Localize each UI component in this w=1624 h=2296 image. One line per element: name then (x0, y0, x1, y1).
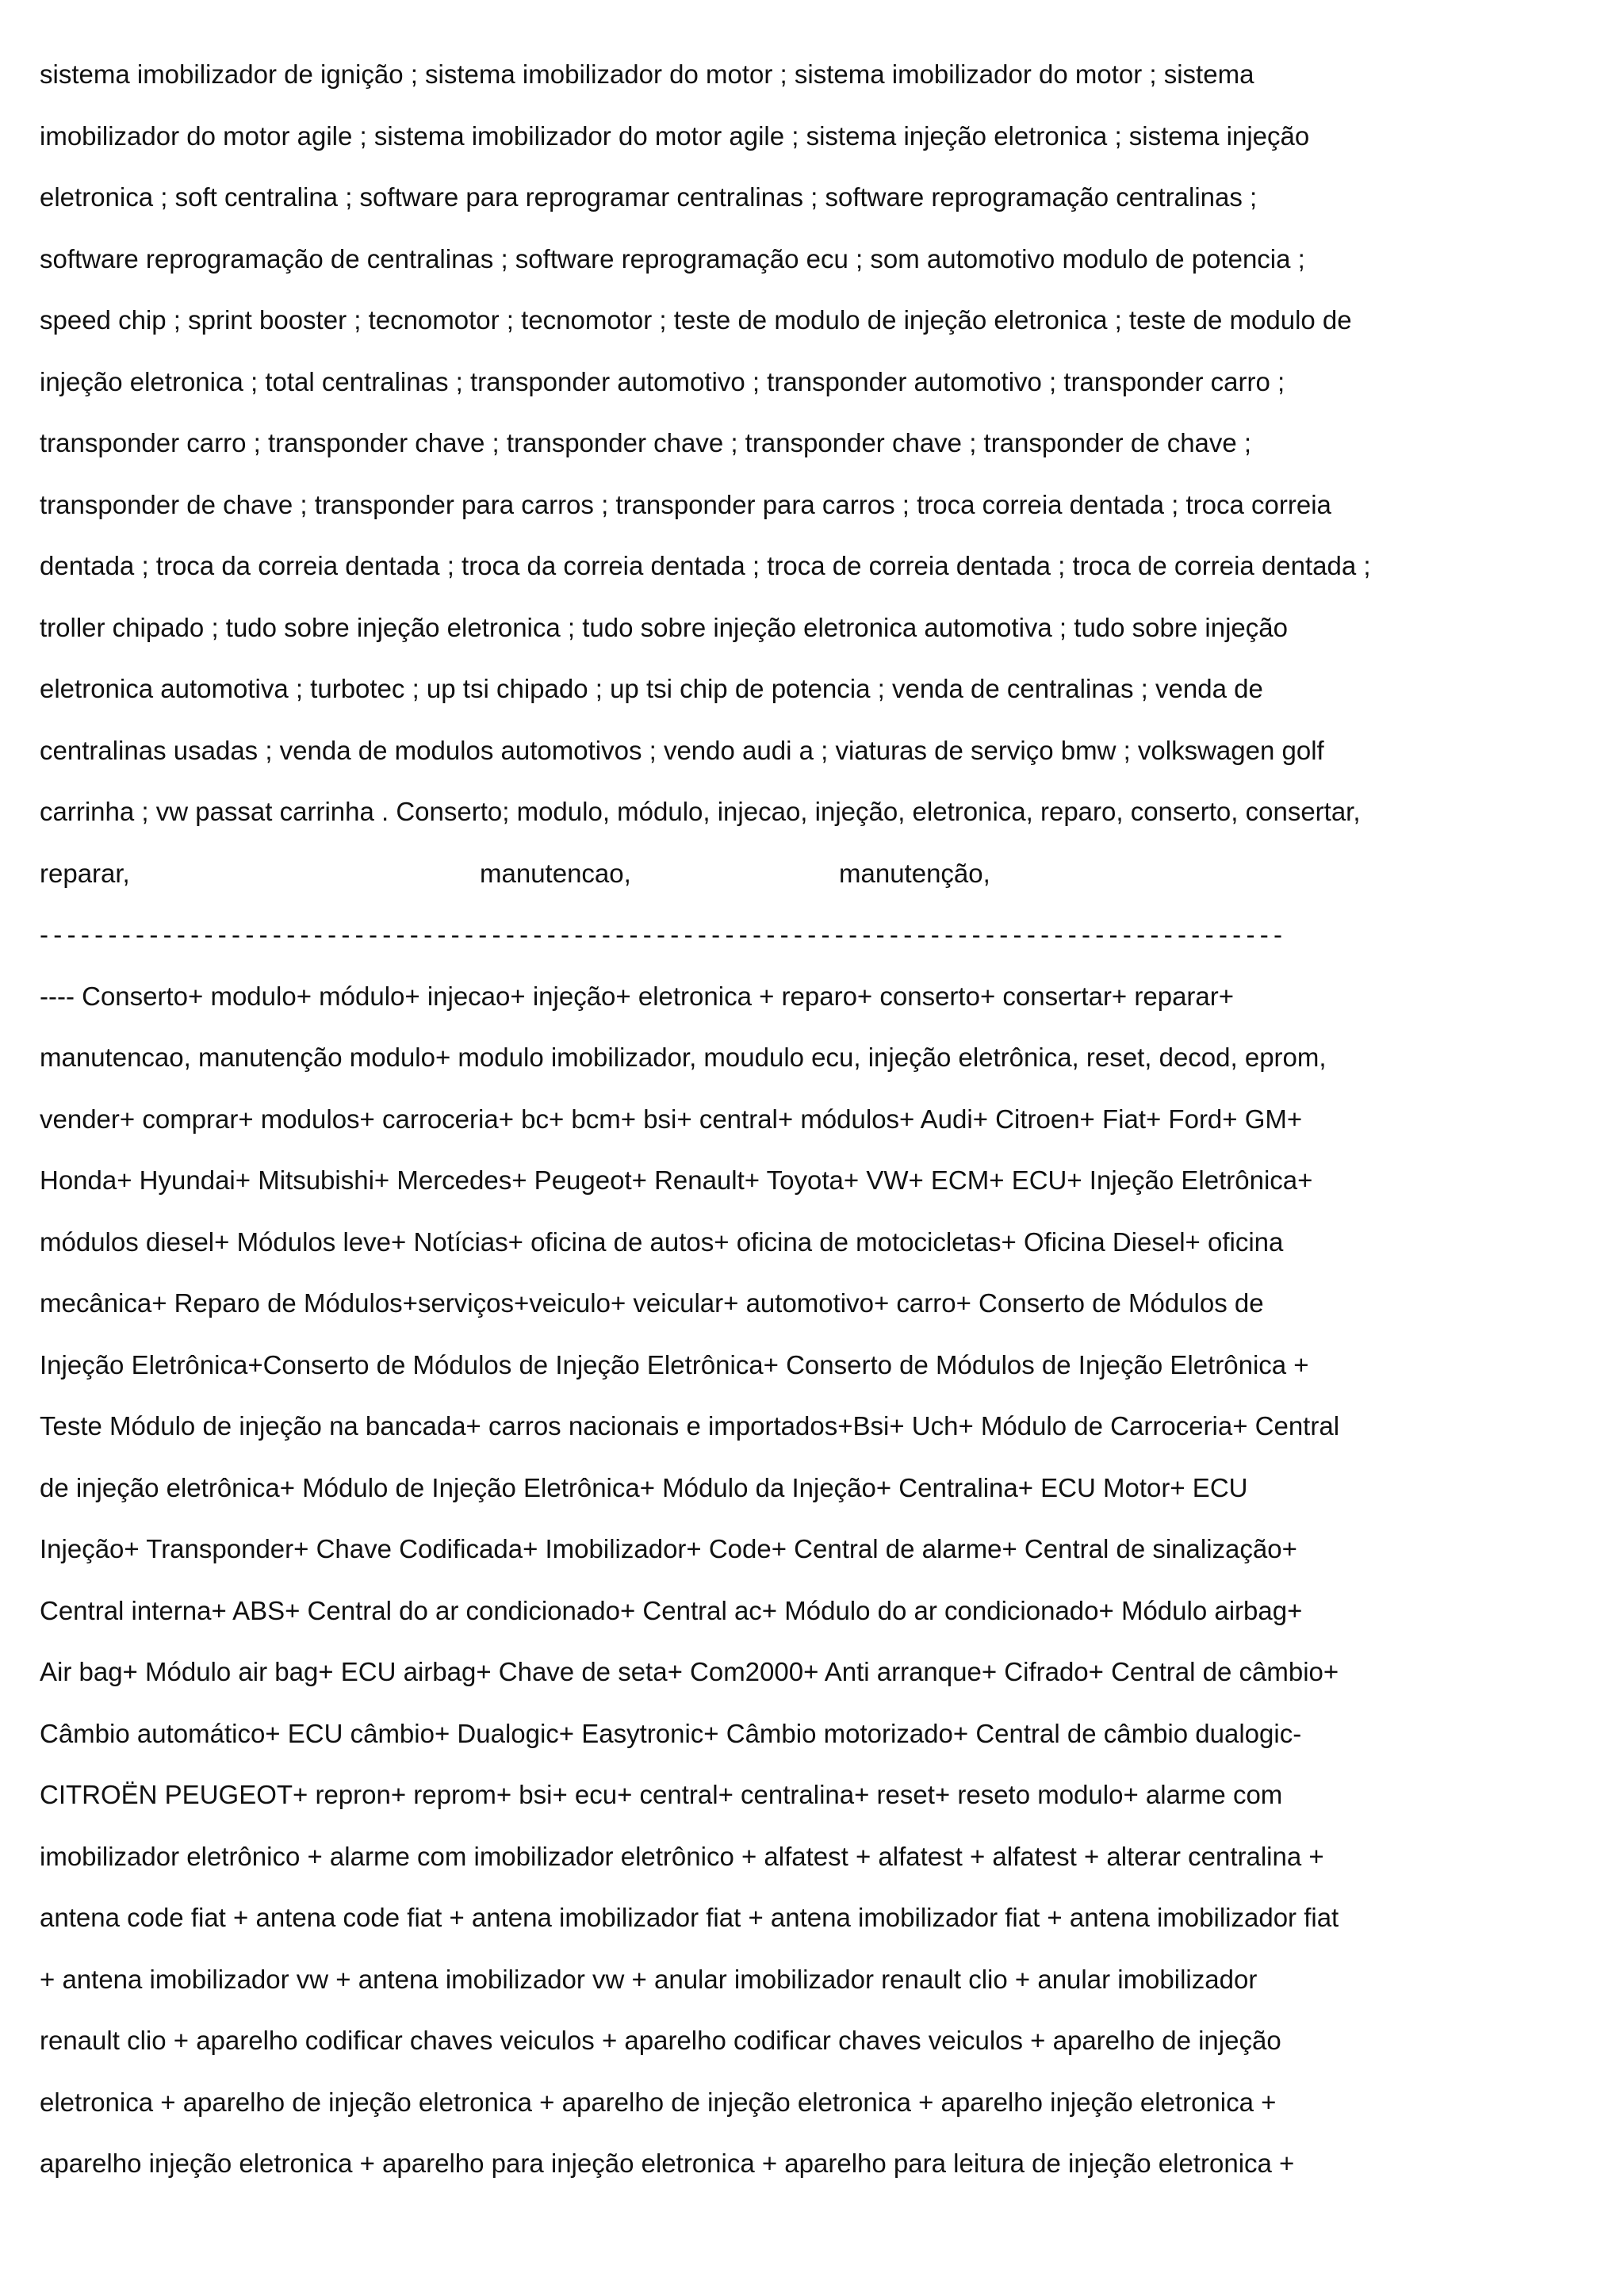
text-line: de injeção eletrônica+ Módulo de Injeção Eletrônica+ Módulo da Injeção+ Centralina+ ECU Motor+ ECU (40, 1472, 1248, 1502)
text-line: speed chip ; sprint booster ; tecnomotor ; tecnomotor ; teste de modulo de injeção eletronica ; teste de modulo de (40, 305, 1352, 335)
text-line: carrinha ; vw passat carrinha . Conserto; modulo, módulo, injecao, injeção, eletronica, reparo, conserto, consertar, (40, 797, 1361, 826)
text-line: Injeção Eletrônica+Conserto de Módulos de Injeção Eletrônica+ Conserto de Módulos de Injeção Eletrônica + (40, 1349, 1309, 1380)
dashed-separator: ------------------------------------------------------------------------------------------- (40, 920, 1288, 949)
keyword-block-1 (40, 44, 1546, 904)
text-line: renault clio + aparelho codificar chaves veiculos + aparelho codificar chaves veiculos + aparelho de injeção (40, 2026, 1281, 2055)
text-line: dentada ; troca da correia dentada ; troca da correia dentada ; troca de correia dentada ; troca de correia dentada ; (40, 551, 1371, 580)
text-line: eletronica + aparelho de injeção eletronica + aparelho de injeção eletronica + aparelho injeção eletronica + (40, 2087, 1277, 2117)
text-line: eletronica automotiva ; turbotec ; up tsi chipado ; up tsi chip de potencia ; venda de centralinas ; venda de (40, 674, 1263, 703)
text-line: troller chipado ; tudo sobre injeção eletronica ; tudo sobre injeção eletronica automotiva ; tudo sobre injeção (40, 612, 1288, 642)
text-line: imobilizador eletrônico + alarme com imobilizador eletrônico + alfatest + alfatest + alfatest + alterar centralina + (40, 1841, 1324, 1871)
document-page (40, 44, 1546, 2195)
text-line: módulos diesel+ Módulos leve+ Notícias+ oficina de autos+ oficina de motocicletas+ Oficina Diesel+ oficina (40, 1226, 1284, 1257)
text-line: transponder carro ; transponder chave ; transponder chave ; transponder chave ; transponder de chave ; (40, 428, 1252, 457)
word-manutencao: manutencao, (480, 858, 631, 888)
text-line: transponder de chave ; transponder para carros ; transponder para carros ; troca correia dentada ; troca correia (40, 489, 1331, 519)
text-line: mecânica+ Reparo de Módulos+serviços+veiculo+ veicular+ automotivo+ carro+ Conserto de Módulos de (40, 1288, 1264, 1318)
text-line: vender+ comprar+ modulos+ carroceria+ bc+ bcm+ bsi+ central+ módulos+ Audi+ Citroen+ Fiat+ Ford+ GM+ (40, 1104, 1303, 1134)
text-line: eletronica ; soft centralina ; software para reprogramar centralinas ; software reprogramação centralinas ; (40, 182, 1258, 212)
text-line: + antena imobilizador vw + antena imobilizador vw + anular imobilizador renault clio + anular imobilizador (40, 1964, 1258, 1994)
justified-text-line (40, 843, 1546, 905)
text-line: antena code fiat + antena code fiat + antena imobilizador fiat + antena imobilizador fiat + antena imobilizador fiat (40, 1903, 1339, 1932)
text-line: centralinas usadas ; venda de modulos automotivos ; vendo audi a ; viaturas de serviço bmw ; volkswagen golf (40, 735, 1324, 765)
text-line: CITROËN PEUGEOT+ repron+ reprom+ bsi+ ecu+ central+ centralina+ reset+ reseto modulo+ alarme com (40, 1780, 1283, 1809)
text-line: sistema imobilizador de ignição ; sistema imobilizador do motor ; sistema imobilizador do motor ; sistema (40, 59, 1254, 89)
text-line: aparelho injeção eletronica + aparelho para injeção eletronica + aparelho para leitura de injeção eletronica + (40, 2149, 1295, 2178)
keyword-block-2 (40, 966, 1546, 2195)
word-reparar: reparar, (40, 858, 130, 888)
text-line: Teste Módulo de injeção na bancada+ carros nacionais e importados+Bsi+ Uch+ Módulo de Carroceria+ Central (40, 1411, 1340, 1441)
text-line: software reprogramação de centralinas ; software reprogramação ecu ; som automotivo modulo de potencia ; (40, 243, 1305, 274)
text-line: Air bag+ Módulo air bag+ ECU airbag+ Chave de seta+ Com2000+ Anti arranque+ Cifrado+ Central de câmbio+ (40, 1657, 1339, 1686)
text-line: Honda+ Hyundai+ Mitsubishi+ Mercedes+ Peugeot+ Renault+ Toyota+ VW+ ECM+ ECU+ Injeção Eletrônica+ (40, 1165, 1313, 1195)
text-line: Central interna+ ABS+ Central do ar condicionado+ Central ac+ Módulo do ar condicionado+ Módulo airbag+ (40, 1595, 1303, 1625)
text-line: injeção eletronica ; total centralinas ; transponder automotivo ; transponder automotivo ; transponder carro ; (40, 366, 1285, 396)
text-line: imobilizador do motor agile ; sistema imobilizador do motor agile ; sistema injeção eletronica ; sistema injeção (40, 121, 1310, 151)
text-line: ---- Conserto+ modulo+ módulo+ injecao+ injeção+ eletronica + reparo+ conserto+ consertar+ reparar+ (40, 981, 1235, 1011)
text-line: Câmbio automático+ ECU câmbio+ Dualogic+ Easytronic+ Câmbio motorizado+ Central de câmbio dualogic- (40, 1718, 1302, 1748)
text-line: Injeção+ Transponder+ Chave Codificada+ Imobilizador+ Code+ Central de alarme+ Central de sinalização+ (40, 1534, 1297, 1563)
word-manutencao-accented: manutenção, (839, 858, 990, 888)
text-line: manutencao, manutenção modulo+ modulo imobilizador, moudulo ecu, injeção eletrônica, reset, decod, eprom, (40, 1043, 1327, 1072)
